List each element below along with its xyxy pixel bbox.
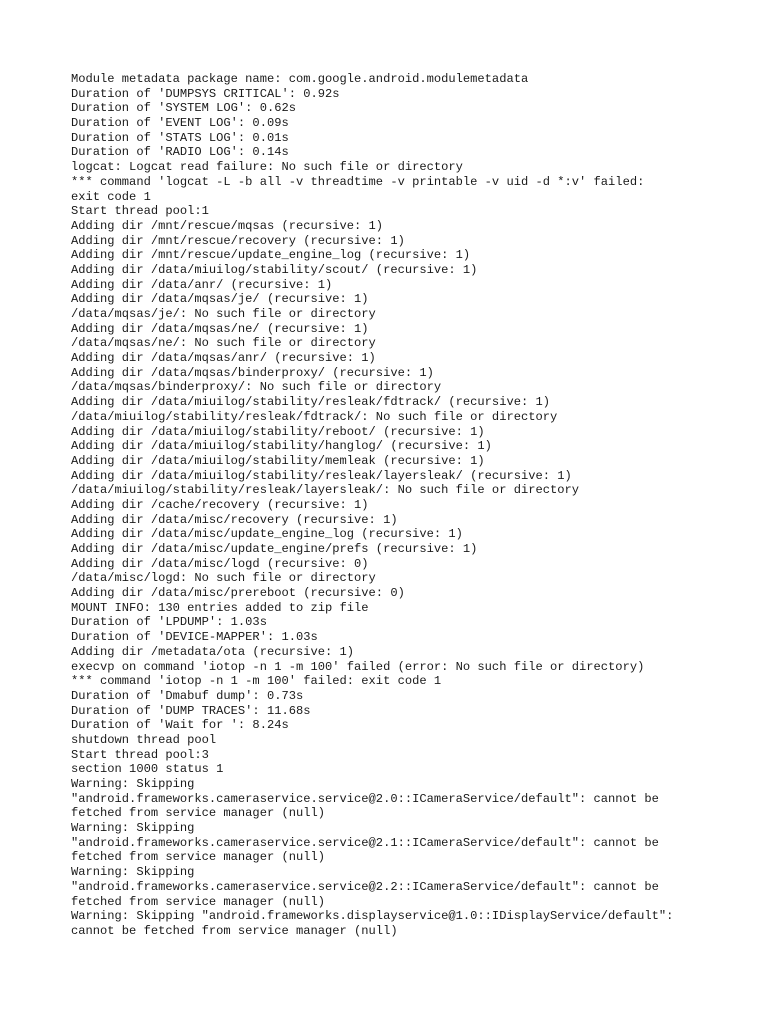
log-line: Duration of 'Wait for ': 8.24s [71, 718, 289, 733]
log-line: "android.frameworks.cameraservice.service@2.1::ICameraService/default": cannot be [71, 835, 659, 850]
log-line: shutdown thread pool [71, 732, 217, 747]
log-line: Adding dir /mnt/rescue/recovery (recursive: 1) [71, 233, 405, 248]
log-line: Duration of 'DUMP TRACES': 11.68s [71, 703, 311, 718]
log-line: MOUNT INFO: 130 entries added to zip file [71, 600, 369, 615]
log-line: Adding dir /metadata/ota (recursive: 1) [71, 644, 355, 659]
log-line: fetched from service manager (null) [71, 894, 326, 909]
log-line: fetched from service manager (null) [71, 850, 326, 865]
log-line: Warning: Skipping [71, 777, 195, 791]
log-line: /data/miuilog/stability/resleak/fdtrack/: No such file or directory [71, 409, 558, 424]
log-output [71, 72, 721, 939]
log-line: /data/mqsas/je/: No such file or directory [71, 307, 376, 321]
log-line: Adding dir /data/misc/update_engine/prefs (recursive: 1) [71, 542, 478, 556]
log-line: *** command 'iotop -n 1 -m 100' failed: exit code 1 [71, 674, 442, 689]
log-line: Duration of 'DEVICE-MAPPER': 1.03s [71, 630, 318, 645]
log-line: Duration of 'STATS LOG': 0.01s [71, 130, 289, 145]
log-line: Duration of 'DUMPSYS CRITICAL': 0.92s [71, 86, 340, 101]
log-line: Duration of 'EVENT LOG': 0.09s [71, 116, 289, 131]
log-line: Adding dir /data/miuilog/stability/resleak/fdtrack/ (recursive: 1) [71, 395, 550, 410]
log-line: Adding dir /data/mqsas/ne/ (recursive: 1) [71, 321, 369, 336]
log-line: /data/mqsas/ne/: No such file or directory [71, 336, 376, 351]
log-line: cannot be fetched from service manager (null) [71, 923, 398, 938]
log-line: /data/mqsas/binderproxy/: No such file or directory [71, 380, 442, 395]
log-line: exit code 1 [71, 189, 151, 204]
log-line: fetched from service manager (null) [71, 806, 326, 821]
log-line: Duration of 'Dmabuf dump': 0.73s [71, 688, 304, 703]
log-line: logcat: Logcat read failure: No such file or directory [71, 160, 463, 175]
log-line: Warning: Skipping "android.frameworks.displayservice@1.0::IDisplayService/default": [71, 909, 674, 924]
log-line: execvp on command 'iotop -n 1 -m 100' failed (error: No such file or directory) [71, 659, 645, 674]
log-line: Adding dir /data/miuilog/stability/memleak (recursive: 1) [71, 453, 485, 468]
log-line: Adding dir /data/misc/recovery (recursive: 1) [71, 512, 398, 527]
log-line: Module metadata package name: com.google.android.modulemetadata [71, 72, 529, 86]
log-line: Adding dir /data/misc/logd (recursive: 0) [71, 556, 369, 571]
log-line: Adding dir /data/mqsas/binderproxy/ (recursive: 1) [71, 365, 434, 380]
log-line: Warning: Skipping [71, 865, 195, 880]
log-line: "android.frameworks.cameraservice.service@2.0::ICameraService/default": cannot be [71, 791, 659, 806]
log-line: Warning: Skipping [71, 821, 195, 836]
log-line: Adding dir /data/mqsas/anr/ (recursive: 1) [71, 351, 376, 366]
log-line: Adding dir /mnt/rescue/update_engine_log (recursive: 1) [71, 248, 471, 263]
log-line: Adding dir /data/mqsas/je/ (recursive: 1) [71, 292, 369, 307]
log-line: /data/misc/logd: No such file or directory [71, 571, 376, 586]
log-line: Start thread pool:3 [71, 747, 209, 762]
log-line: Duration of 'LPDUMP': 1.03s [71, 615, 267, 630]
log-line: Adding dir /data/miuilog/stability/reboot/ (recursive: 1) [71, 424, 485, 439]
log-line: "android.frameworks.cameraservice.service@2.2::ICameraService/default": cannot be [71, 879, 659, 894]
log-line: section 1000 status 1 [71, 762, 224, 777]
log-line: Adding dir /data/miuilog/stability/scout/ (recursive: 1) [71, 262, 478, 277]
log-line: Adding dir /data/anr/ (recursive: 1) [71, 277, 333, 292]
log-line: Start thread pool:1 [71, 204, 209, 219]
log-line: Adding dir /cache/recovery (recursive: 1) [71, 497, 369, 512]
log-line: Adding dir /data/miuilog/stability/hanglog/ (recursive: 1) [71, 439, 492, 454]
log-line: Adding dir /data/misc/prereboot (recursive: 0) [71, 586, 405, 601]
log-line: *** command 'logcat -L -b all -v threadtime -v printable -v uid -d *:v' failed: [71, 174, 645, 189]
log-line: Adding dir /data/miuilog/stability/resleak/layersleak/ (recursive: 1) [71, 468, 572, 483]
log-line: Duration of 'SYSTEM LOG': 0.62s [71, 101, 296, 116]
log-line: Adding dir /data/misc/update_engine_log (recursive: 1) [71, 527, 463, 542]
log-line: /data/miuilog/stability/resleak/layersleak/: No such file or directory [71, 483, 580, 498]
log-line: Duration of 'RADIO LOG': 0.14s [71, 145, 289, 160]
log-line: Adding dir /mnt/rescue/mqsas (recursive: 1) [71, 218, 384, 233]
